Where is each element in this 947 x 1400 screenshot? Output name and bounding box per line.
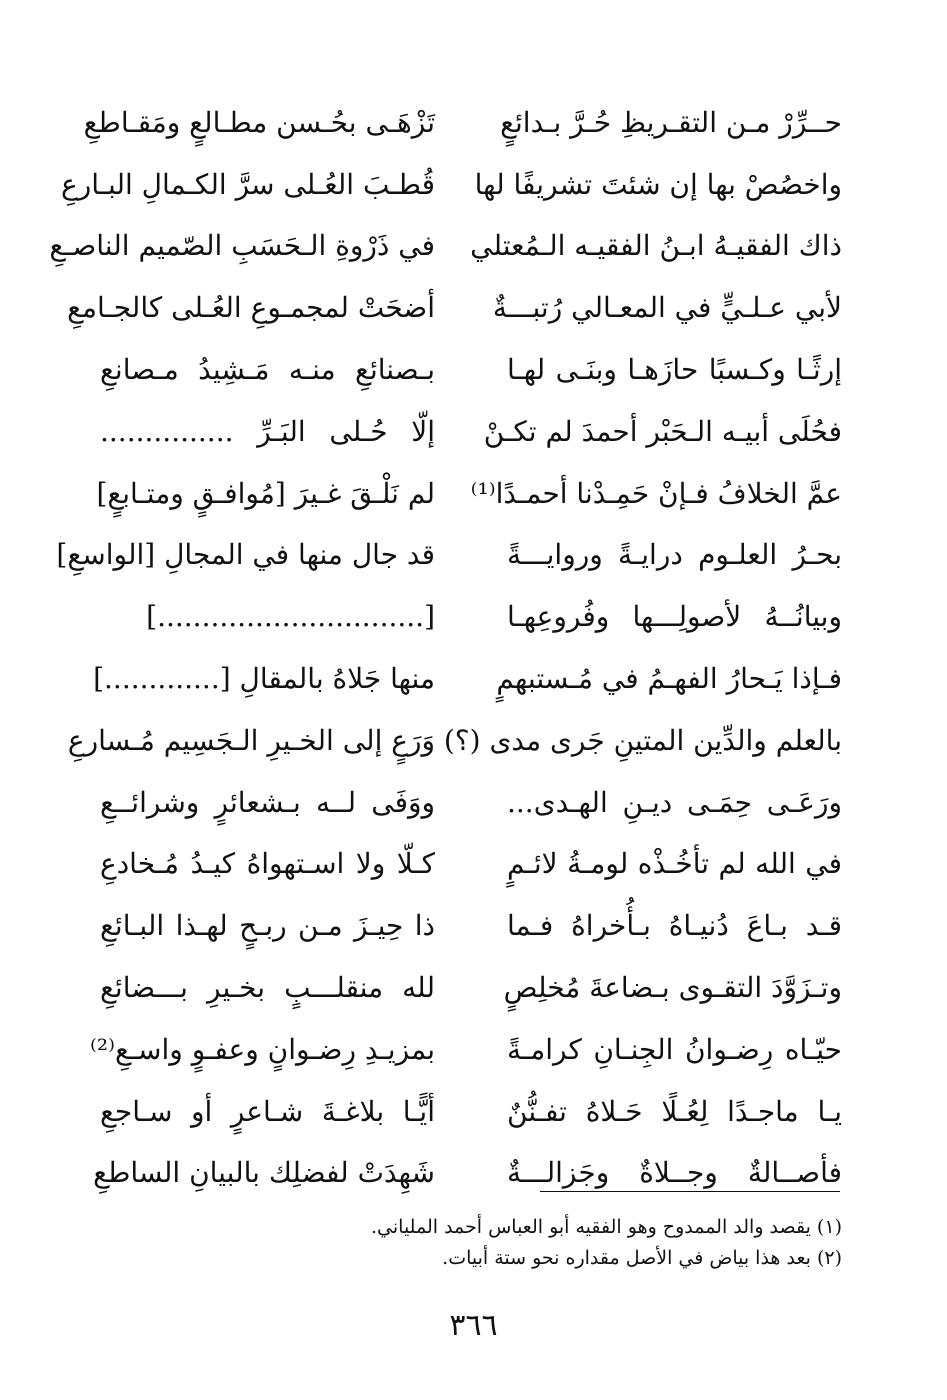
- verse-line: [67, 277, 842, 339]
- verse-first-hemistich: واخصُصْ بها إن شئتَ تشريفًا لها: [474, 167, 842, 201]
- verse-first-hemistich: في الله لم تأخُـذْه لومـةُ لائـمٍ: [507, 847, 842, 881]
- verse-second-hemistich: أضحَتْ لمجمـوعِ العُـلى كالجـامعِ: [67, 291, 435, 325]
- verse-line: [49, 216, 842, 278]
- verse-second-hemistich: قد جال منها في المجالِ [الواسعِ]: [56, 538, 435, 572]
- verse-line: [100, 834, 842, 896]
- verse-line: [56, 525, 842, 587]
- verse-first-hemistich: يـا ماجـدًا لِعُـلًا حَـلاهُ تفـنُّنٌ: [507, 1094, 842, 1128]
- verse-line: [96, 463, 842, 525]
- verse-second-hemistich: ووَفَى لــه بـشعائرٍ وشرائــعِ: [100, 785, 435, 819]
- verse-first-hemistich: عمَّ الخلافُ فـإنْ حَمِـدْنا أحمـدًا⁽¹⁾: [470, 476, 842, 510]
- verse-line: [100, 339, 842, 401]
- verse-second-hemistich: أيًّـا بلاغـةَ شـاعرٍ أو سـاجعِ: [100, 1094, 435, 1128]
- footnote-2: (٢) بعد هذا بياض في الأصل مقداره نحو ستة أبيات.: [442, 1247, 842, 1270]
- verse-second-hemistich: ذا حِيـزَ مـن ربـحٍ لهـذا البـائعِ: [100, 909, 435, 943]
- verse-first-hemistich: فـإذا يَـحارُ الفهـمُ في مُـستبهمٍ: [496, 662, 842, 696]
- verse-line: [61, 154, 842, 216]
- verse-line: [100, 401, 842, 463]
- footnotes: [102, 1212, 842, 1275]
- verse-second-hemistich: إلّا حُـلى البَـرِّ ...............: [100, 414, 435, 448]
- verse-line: [100, 1081, 842, 1143]
- verse-second-hemistich: تَزْهَـى بحُـسن مطـالعٍ ومَقـاطعِ: [83, 105, 435, 139]
- verse-first-hemistich: ورَعَـى حِمَـى ديـنِ الهـدى...: [507, 785, 842, 819]
- verse-first-hemistich: فأصــالةٌ وجــلاةٌ وجَزالـــةٌ: [507, 1156, 842, 1190]
- verse-first-hemistich: بحـرُ العلـوم درايـةً وروايـــةً: [507, 538, 842, 572]
- verse-second-hemistich: بـصنائعِ منـه مَـشِيدُ مـصانعِ: [100, 353, 435, 387]
- verse-first-hemistich: قـد بـاعَ دُنيـاهُ بـأُخراهُ فـما: [507, 909, 842, 943]
- verse-first-hemistich: بالعلم والدِّين المتينِ جَرى مدى (؟): [443, 723, 842, 757]
- verse-line: [67, 710, 842, 772]
- verse-second-hemistich: قُطـبَ العُـلى سرَّ الكـمالِ البـارعِ: [61, 167, 435, 201]
- verse-second-hemistich: بمزيـدِ رِضـوانٍ وعفـوٍ واسـعِ⁽²⁾: [89, 1032, 435, 1066]
- verse-first-hemistich: إرثًـا وكـسبًا حازَهـا وبنَـى لهـا: [507, 353, 842, 387]
- verse-line: [89, 1019, 842, 1081]
- verse-first-hemistich: فحُلَى أبيـه الـحَبْر أحمدَ لم تكـنْ: [483, 414, 842, 448]
- verse-second-hemistich: كـلّا ولا اسـتهواهُ كيـدُ مُـخادعِ: [100, 847, 435, 881]
- footnote-separator: [540, 1191, 840, 1192]
- footnote-1: (١) يقصد والد الممدوح وهو الفقيه أبو العباس أحمد الملياني.: [371, 1216, 842, 1238]
- verse-second-hemistich: لله منقلـــبٍ بخـيرِ بـــضائعِ: [100, 971, 435, 1005]
- verse-line: [100, 957, 842, 1019]
- verse-line: [83, 92, 842, 154]
- verse-first-hemistich: وبيانُــهُ لأصولِـــها وفُروعِهـا: [507, 600, 842, 634]
- verse-line: [93, 648, 842, 710]
- verse-first-hemistich: حــرِّرْ مـن التقـريظِ حُـرَّ بـدائعٍ: [500, 105, 842, 139]
- verse-line: [93, 1143, 842, 1205]
- verse-second-hemistich: شَهِدَتْ لفضلِك بالبيانِ الساطعِ: [93, 1156, 435, 1190]
- verse-line: [100, 895, 842, 957]
- verse-second-hemistich: منها جَلاهُ بالمقالِ [.............]: [93, 662, 435, 696]
- page-number: ٣٦٦: [449, 1308, 498, 1343]
- verse-second-hemistich: [..............................]: [146, 600, 435, 634]
- verse-second-hemistich: وَرَعٍ إلى الخـيرِ الـجَسِيم مُـسارعِ: [67, 723, 435, 757]
- verse-first-hemistich: لأبي عـلـيٍّ في المعـالي رُتبـــةٌ: [492, 291, 842, 325]
- verse-first-hemistich: وتـزَوَّدَ التقـوى بـضاعةَ مُخلِصٍ: [503, 971, 842, 1005]
- verse-line: [100, 586, 842, 648]
- verse-line: [100, 772, 842, 834]
- verse-second-hemistich: في ذَرْوةِ الـحَسَبِ الصّميم الناصـعِ: [49, 229, 435, 263]
- poem: [49, 92, 842, 1204]
- verse-first-hemistich: ذاك الفقيـهُ ابـنُ الفقيـه الـمُعتلي: [470, 229, 842, 263]
- verse-first-hemistich: حيّـاه رِضـوانُ الجِنـانِ كرامـةً: [507, 1032, 842, 1066]
- verse-second-hemistich: لم نَلْـقَ غـيرَ [مُوافـقٍ ومتـابعٍ]: [96, 476, 435, 510]
